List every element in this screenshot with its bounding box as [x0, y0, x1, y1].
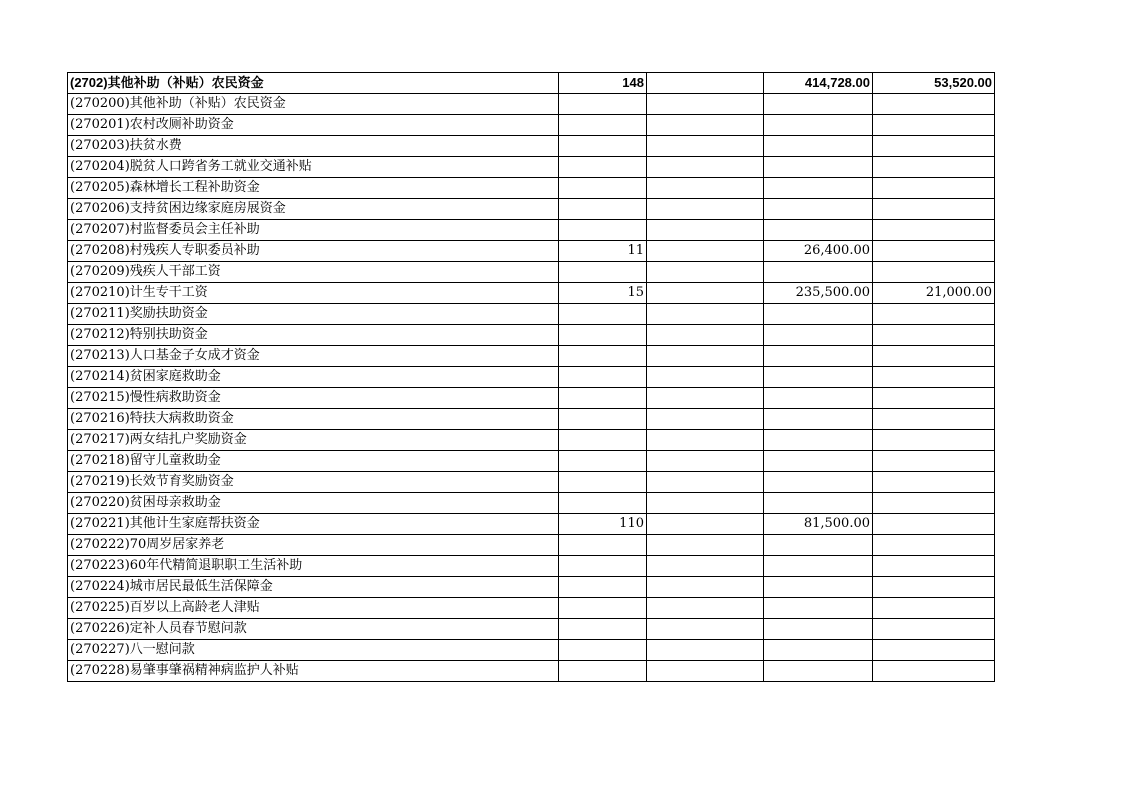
amount2-cell [873, 346, 995, 367]
amount-cell [764, 220, 873, 241]
item-name-cell: (270213)人口基金子女成才资金 [68, 346, 559, 367]
table-row [68, 346, 995, 367]
amount2-cell [873, 493, 995, 514]
amount-cell: 235,500.00 [764, 283, 873, 304]
amount2-cell [873, 94, 995, 115]
amount-cell [764, 304, 873, 325]
amount-cell [764, 262, 873, 283]
blank-cell [647, 451, 764, 472]
item-name-cell: (270209)残疾人干部工资 [68, 262, 559, 283]
amount2-cell [873, 199, 995, 220]
blank-cell [647, 430, 764, 451]
table-row [68, 115, 995, 136]
amount-cell [764, 640, 873, 661]
amount2-cell [873, 451, 995, 472]
table-row [68, 493, 995, 514]
count-cell [559, 430, 647, 451]
count-cell [559, 619, 647, 640]
item-name-cell: (2702)其他补助（补贴）农民资金 [68, 73, 559, 94]
count-cell [559, 199, 647, 220]
amount-cell [764, 136, 873, 157]
count-cell [559, 367, 647, 388]
blank-cell [647, 283, 764, 304]
item-name-cell: (270224)城市居民最低生活保障金 [68, 577, 559, 598]
amount-cell [764, 577, 873, 598]
blank-cell [647, 367, 764, 388]
item-name-cell: (270212)特别扶助资金 [68, 325, 559, 346]
item-name-cell: (270223)60年代精简退职职工生活补助 [68, 556, 559, 577]
amount2-cell: 21,000.00 [873, 283, 995, 304]
table-row [68, 577, 995, 598]
amount-cell [764, 451, 873, 472]
amount2-cell [873, 136, 995, 157]
amount2-cell [873, 472, 995, 493]
item-name-cell: (270222)70周岁居家养老 [68, 535, 559, 556]
table-row [68, 451, 995, 472]
item-name-cell: (270211)奖励扶助资金 [68, 304, 559, 325]
amount-cell [764, 199, 873, 220]
amount-cell [764, 346, 873, 367]
blank-cell [647, 157, 764, 178]
count-cell [559, 304, 647, 325]
item-name-cell: (270221)其他计生家庭帮扶资金 [68, 514, 559, 535]
blank-cell [647, 619, 764, 640]
table-row [68, 409, 995, 430]
amount2-cell [873, 220, 995, 241]
count-cell [559, 577, 647, 598]
item-name-cell: (270203)扶贫水费 [68, 136, 559, 157]
count-cell [559, 157, 647, 178]
item-name-cell: (270207)村监督委员会主任补助 [68, 220, 559, 241]
amount-cell [764, 178, 873, 199]
count-cell [559, 115, 647, 136]
amount-cell [764, 325, 873, 346]
item-name-cell: (270200)其他补助（补贴）农民资金 [68, 94, 559, 115]
item-name-cell: (270217)两女结扎户奖励资金 [68, 430, 559, 451]
table-row [68, 199, 995, 220]
amount2-cell [873, 577, 995, 598]
count-cell: 11 [559, 241, 647, 262]
amount2-cell [873, 640, 995, 661]
amount2-cell [873, 409, 995, 430]
amount2-cell [873, 388, 995, 409]
item-name-cell: (270206)支持贫困边缘家庭房展资金 [68, 199, 559, 220]
budget-table [67, 72, 995, 682]
count-cell [559, 346, 647, 367]
item-name-cell: (270205)森林增长工程补助资金 [68, 178, 559, 199]
amount-cell [764, 388, 873, 409]
amount2-cell [873, 304, 995, 325]
table-row [68, 283, 995, 304]
amount-cell [764, 661, 873, 682]
count-cell: 148 [559, 73, 647, 94]
table-row [68, 430, 995, 451]
count-cell [559, 598, 647, 619]
item-name-cell: (270226)定补人员春节慰问款 [68, 619, 559, 640]
amount2-cell [873, 325, 995, 346]
amount-cell [764, 157, 873, 178]
table-row [68, 241, 995, 262]
amount2-cell [873, 157, 995, 178]
amount2-cell: 53,520.00 [873, 73, 995, 94]
table-row [68, 472, 995, 493]
amount-cell [764, 115, 873, 136]
amount-cell [764, 556, 873, 577]
count-cell [559, 409, 647, 430]
table-row [68, 661, 995, 682]
blank-cell [647, 73, 764, 94]
amount-cell [764, 598, 873, 619]
count-cell [559, 388, 647, 409]
item-name-cell: (270219)长效节育奖励资金 [68, 472, 559, 493]
amount-cell [764, 94, 873, 115]
blank-cell [647, 346, 764, 367]
blank-cell [647, 409, 764, 430]
item-name-cell: (270215)慢性病救助资金 [68, 388, 559, 409]
blank-cell [647, 493, 764, 514]
count-cell [559, 178, 647, 199]
count-cell [559, 556, 647, 577]
blank-cell [647, 199, 764, 220]
amount2-cell [873, 262, 995, 283]
count-cell [559, 325, 647, 346]
amount2-cell [873, 556, 995, 577]
amount-cell [764, 472, 873, 493]
amount2-cell [873, 367, 995, 388]
table-row [68, 388, 995, 409]
amount2-cell [873, 598, 995, 619]
table-row [68, 367, 995, 388]
table-row [68, 598, 995, 619]
blank-cell [647, 388, 764, 409]
table-row [68, 556, 995, 577]
blank-cell [647, 472, 764, 493]
amount-cell [764, 493, 873, 514]
amount-cell: 414,728.00 [764, 73, 873, 94]
amount-cell [764, 430, 873, 451]
blank-cell [647, 661, 764, 682]
table-row [68, 619, 995, 640]
blank-cell [647, 178, 764, 199]
item-name-cell: (270218)留守儿童救助金 [68, 451, 559, 472]
table-row [68, 157, 995, 178]
amount2-cell [873, 514, 995, 535]
item-name-cell: (270204)脱贫人口跨省务工就业交通补贴 [68, 157, 559, 178]
table-row [68, 535, 995, 556]
blank-cell [647, 220, 764, 241]
blank-cell [647, 514, 764, 535]
blank-cell [647, 598, 764, 619]
item-name-cell: (270210)计生专干工资 [68, 283, 559, 304]
blank-cell [647, 535, 764, 556]
amount-cell [764, 409, 873, 430]
amount2-cell [873, 178, 995, 199]
blank-cell [647, 640, 764, 661]
amount2-cell [873, 619, 995, 640]
item-name-cell: (270227)八一慰问款 [68, 640, 559, 661]
amount2-cell [873, 241, 995, 262]
count-cell [559, 493, 647, 514]
amount-cell: 26,400.00 [764, 241, 873, 262]
count-cell [559, 220, 647, 241]
amount2-cell [873, 535, 995, 556]
amount2-cell [873, 661, 995, 682]
count-cell [559, 640, 647, 661]
blank-cell [647, 262, 764, 283]
blank-cell [647, 556, 764, 577]
blank-cell [647, 136, 764, 157]
table-header-row [68, 73, 995, 94]
item-name-cell: (270214)贫困家庭救助金 [68, 367, 559, 388]
table-row [68, 136, 995, 157]
amount2-cell [873, 430, 995, 451]
item-name-cell: (270201)农村改厕补助资金 [68, 115, 559, 136]
count-cell [559, 472, 647, 493]
count-cell [559, 535, 647, 556]
count-cell: 110 [559, 514, 647, 535]
item-name-cell: (270220)贫困母亲救助金 [68, 493, 559, 514]
item-name-cell: (270208)村残疾人专职委员补助 [68, 241, 559, 262]
table-body [68, 73, 995, 682]
table-row [68, 514, 995, 535]
item-name-cell: (270216)特扶大病救助资金 [68, 409, 559, 430]
blank-cell [647, 325, 764, 346]
count-cell [559, 661, 647, 682]
table-row [68, 325, 995, 346]
blank-cell [647, 241, 764, 262]
table-row [68, 94, 995, 115]
table-row [68, 178, 995, 199]
blank-cell [647, 577, 764, 598]
amount-cell [764, 619, 873, 640]
table-row [68, 220, 995, 241]
amount-cell [764, 535, 873, 556]
blank-cell [647, 94, 764, 115]
count-cell [559, 451, 647, 472]
count-cell [559, 94, 647, 115]
blank-cell [647, 115, 764, 136]
blank-cell [647, 304, 764, 325]
item-name-cell: (270228)易肇事肇祸精神病监护人补贴 [68, 661, 559, 682]
count-cell [559, 262, 647, 283]
amount2-cell [873, 115, 995, 136]
count-cell: 15 [559, 283, 647, 304]
table-row [68, 304, 995, 325]
item-name-cell: (270225)百岁以上高龄老人津贴 [68, 598, 559, 619]
amount-cell [764, 367, 873, 388]
table-row [68, 262, 995, 283]
table-row [68, 640, 995, 661]
count-cell [559, 136, 647, 157]
amount-cell: 81,500.00 [764, 514, 873, 535]
